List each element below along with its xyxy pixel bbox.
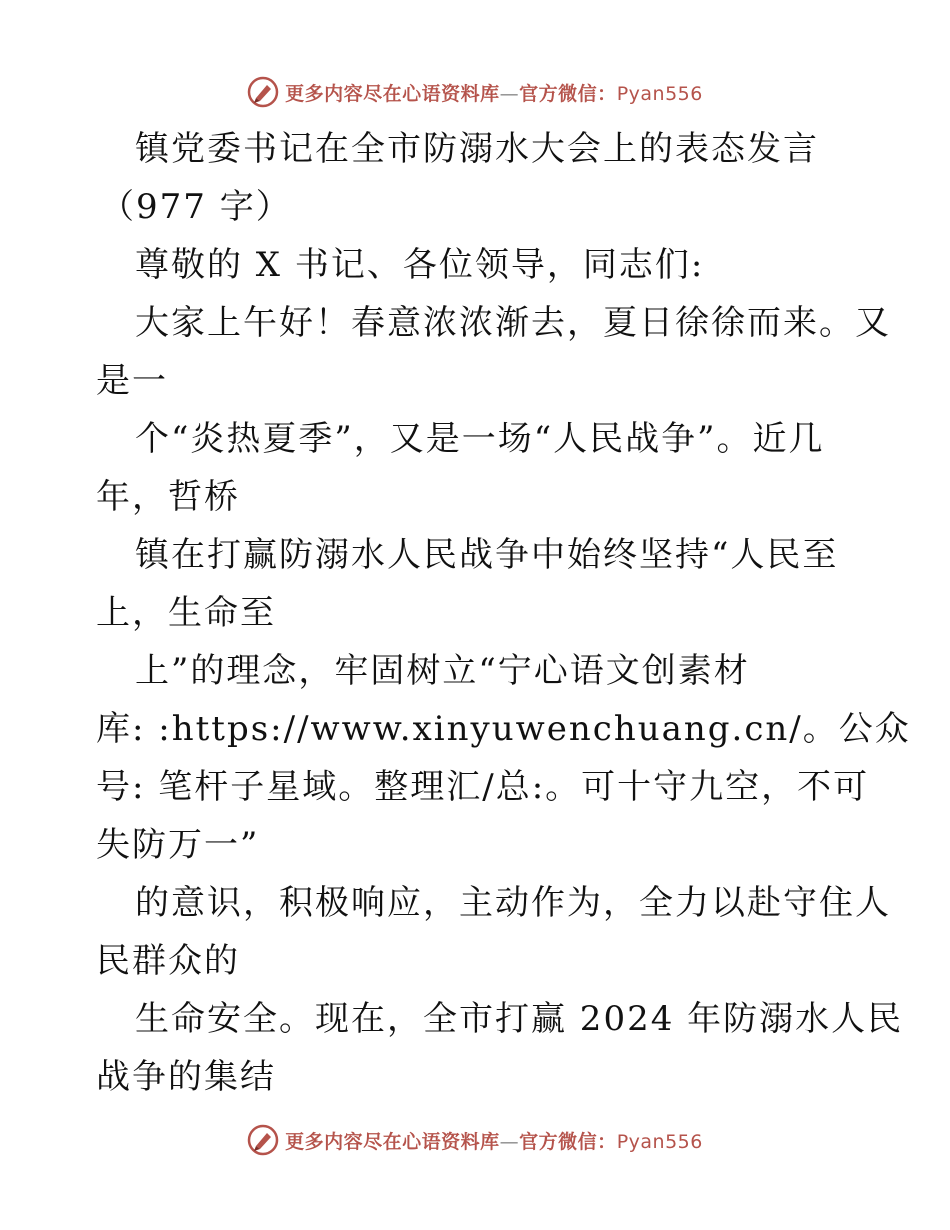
header-banner (0, 72, 950, 112)
pen-logo-icon (247, 1124, 279, 1156)
paragraph-line: 号: 笔杆子星域。整理汇/总:。可十守九空，不可 (96, 767, 870, 807)
paragraph-line: 生命安全。现在，全市打赢 2024 年防溺水人民 (135, 999, 904, 1039)
document-title: 镇党委书记在全市防溺水大会上的表态发言 (135, 129, 819, 169)
paragraph-line: 上”的理念，牢固树立“宁心语文创素材 (135, 651, 750, 691)
paragraph-line: 民群众的 (96, 941, 240, 981)
paragraph-line: 上，生命至 (96, 593, 276, 633)
paragraph-line: 个“炎热夏季”，又是一场“人民战争”。近几 (135, 419, 825, 459)
banner-separator: — (499, 82, 520, 105)
footer-banner (0, 1120, 950, 1160)
paragraph-line: 的意识，积极响应，主动作为，全力以赴守住人 (135, 883, 891, 923)
paragraph-line: 库: :https://www.xinyuwenchuang.cn/。公众 (96, 709, 911, 749)
banner-separator: — (499, 1130, 520, 1153)
banner-wechat-id: Pyan556 (616, 1130, 703, 1153)
paragraph-line: 年，哲桥 (96, 477, 240, 517)
salutation: 尊敬的 X 书记、各位领导，同志们: (135, 245, 705, 285)
paragraph-line: 镇在打赢防溺水人民战争中始终坚持“人民至 (135, 535, 839, 575)
banner-main-text: 更多内容尽在心语资料库 (285, 1130, 500, 1153)
paragraph-line: 是一 (96, 361, 168, 401)
pen-logo-icon (247, 76, 279, 108)
paragraph-line: 战争的集结 (96, 1057, 276, 1097)
banner-wechat-label: 官方微信： (519, 1130, 617, 1153)
paragraph-line: 失防万一” (96, 825, 260, 865)
word-count: （977 字） (100, 187, 292, 227)
banner-wechat-id: Pyan556 (616, 82, 703, 105)
banner-wechat-label: 官方微信： (519, 82, 617, 105)
paragraph-line: 大家上午好！春意浓浓渐去，夏日徐徐而来。又 (135, 303, 891, 343)
banner-main-text: 更多内容尽在心语资料库 (285, 82, 500, 105)
footer-banner-text (285, 1127, 703, 1154)
header-banner-text (285, 79, 703, 106)
